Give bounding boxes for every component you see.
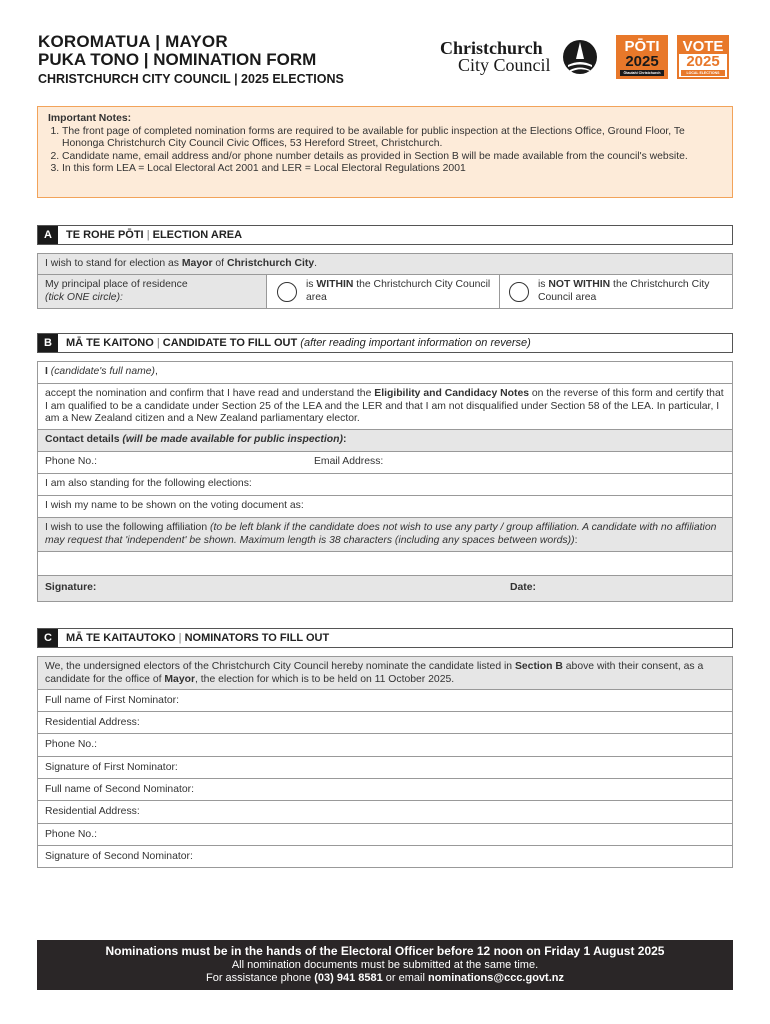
badge-vote-label: VOTE: [679, 37, 727, 54]
first-nominator-phone-field[interactable]: Phone No.:: [37, 734, 733, 757]
section-c-title: MĀ TE KAITAUTOKO | NOMINATORS TO FILL OUT: [66, 632, 330, 644]
section-letter: B: [38, 334, 58, 352]
submission-deadline-banner: [37, 940, 733, 990]
note-item: 3. In this form LEA = Local Electoral Act 2001 and LER = Local Electoral Regulations 2001: [62, 163, 722, 176]
second-nominator-address-field[interactable]: Residential Address:: [37, 801, 733, 824]
phone-field[interactable]: Phone No.:: [45, 456, 97, 467]
badge-vote-small: LOCAL ELECTIONS: [681, 70, 725, 76]
contact-details-label: Contact details (will be made available for public inspection):: [37, 430, 733, 452]
badge-poti-year: 2025: [625, 53, 659, 70]
email-field[interactable]: Email Address:: [314, 456, 384, 467]
affiliation-input[interactable]: [37, 552, 733, 576]
section-c-header: [37, 628, 733, 648]
assistance-contact: For assistance phone (03) 941 8581 or email nominations@ccc.govt.nz: [205, 972, 564, 984]
section-letter: C: [38, 629, 58, 647]
badge-poti-small: Ōtautahi Christchurch: [620, 70, 664, 76]
section-b-header: [37, 333, 733, 353]
section-letter: A: [38, 226, 58, 244]
nomination-statement: We, the undersigned electors of the Christchurch City Council hereby nominate the candidate listed in Section B above with their consent, as a candidate for the office of Mayor, the election for which is to be held on 11 October 2025.: [37, 656, 733, 690]
not-within-area-label: is NOT WITHIN the Christchurch City Council area: [538, 279, 710, 303]
first-nominator-name-field[interactable]: Full name of First Nominator:: [37, 690, 733, 712]
vote-2025-badge: [677, 35, 729, 79]
not-within-area-radio[interactable]: [509, 282, 529, 302]
section-b-title: MĀ TE KAITONO | CANDIDATE TO FILL OUT (after reading important information on reverse): [66, 337, 531, 349]
council-logo: [440, 38, 600, 78]
form-title: [38, 33, 344, 88]
residence-label: My principal place of residence: [45, 279, 188, 290]
also-standing-field[interactable]: I am also standing for the following elections:: [37, 474, 733, 496]
second-nominator-name-field[interactable]: Full name of Second Nominator:: [37, 779, 733, 801]
date-field[interactable]: Date:: [510, 582, 536, 593]
second-nominator-signature-field[interactable]: Signature of Second Nominator:: [37, 846, 733, 868]
note-item: 2. Candidate name, email address and/or phone number details as provided in Section B will be made available from the council's website.: [62, 151, 722, 164]
badge-vote-year: 2025: [686, 53, 720, 70]
title-line-3: CHRISTCHURCH CITY COUNCIL | 2025 ELECTIONS: [38, 72, 344, 86]
assistance-email[interactable]: nominations@ccc.govt.nz: [427, 972, 564, 984]
poti-2025-badge: [616, 35, 668, 79]
title-line-2: PUKA TONO | NOMINATION FORM: [38, 50, 317, 69]
notes-heading: Important Notes:: [48, 113, 132, 124]
signature-date-row: [37, 576, 733, 602]
stand-for-election-row: I wish to stand for election as Mayor of Christchurch City.: [37, 253, 733, 275]
within-area-label: is WITHIN the Christchurch City Council area: [306, 279, 491, 303]
important-notes: [37, 106, 733, 198]
note-item: 1. The front page of completed nomination forms are required to be available for public inspection at the Elections Office, Ground Floor, Te Hononga Christchurch City Council Civic Offices, 53 Hereford Street, Christchurch.: [62, 126, 722, 151]
deadline-text: Nominations must be in the hands of the Electoral Officer before 12 noon on Friday 1 August 2025: [105, 944, 665, 958]
notes-list: [48, 126, 722, 176]
cathedral-logo-icon: [562, 39, 598, 75]
title-line-1: KOROMATUA | MAYOR: [38, 32, 228, 51]
within-area-radio[interactable]: [277, 282, 297, 302]
first-nominator-address-field[interactable]: Residential Address:: [37, 712, 733, 734]
residence-label-cell: [38, 275, 267, 308]
logo-line-2: City Council: [458, 55, 551, 75]
residence-row: [37, 275, 733, 309]
assistance-phone[interactable]: (03) 941 8581: [314, 972, 383, 984]
candidate-name-field[interactable]: I (candidate's full name),: [37, 361, 733, 384]
first-nominator-signature-field[interactable]: Signature of First Nominator:: [37, 757, 733, 779]
voting-name-field[interactable]: I wish my name to be shown on the voting document as:: [37, 496, 733, 518]
acceptance-statement: accept the nomination and confirm that I have read and understand the Eligibility and Candidacy Notes on the reverse of this form and certify that I am qualified to be a candidate under Section 25 of the LEA and the LER and that I am not disqualified under Section 58 of the LEA. In particular, I am a New Zealand citizen and a New Zealand parliamentary elector.: [37, 384, 733, 430]
signature-field[interactable]: Signature:: [45, 582, 97, 593]
residence-hint: (tick ONE circle):: [45, 291, 123, 303]
badge-poti-label: PŌTI: [624, 38, 660, 55]
second-nominator-phone-field[interactable]: Phone No.:: [37, 824, 733, 846]
section-a-header: [37, 225, 733, 245]
affiliation-label: I wish to use the following affiliation (to be left blank if the candidate does not wish to use any party / group affiliation. A candidate with no affiliation may request that 'independent' be shown. Maximum length is 38 characters (including any spaces between words)):: [37, 518, 733, 552]
submission-note: All nomination documents must be submitted at the same time.: [231, 959, 539, 971]
phone-email-row: [37, 452, 733, 474]
logo-line-1: Christchurch: [440, 38, 543, 58]
section-a-title: TE ROHE PŌTI | ELECTION AREA: [66, 229, 243, 241]
